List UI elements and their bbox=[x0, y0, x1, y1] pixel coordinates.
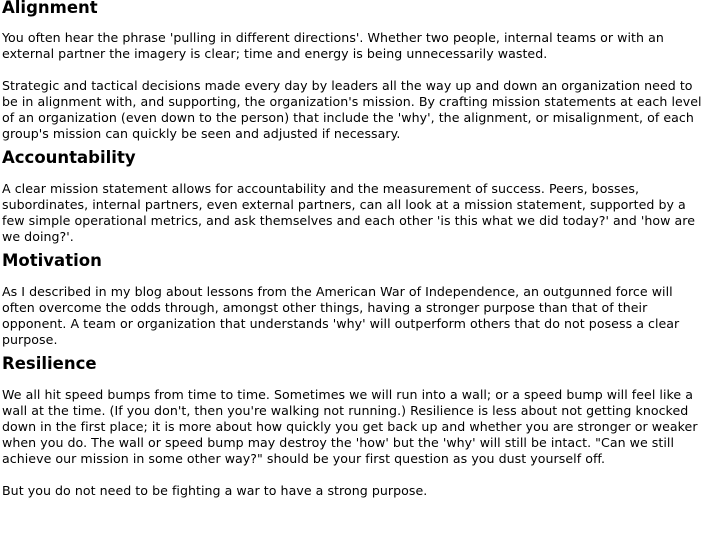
paragraph: You often hear the phrase 'pulling in different directions'. Whether two people, internal teams or with an external partner the imagery is clear; time and energy is being unnecessarily wasted. bbox=[2, 30, 664, 61]
section-heading-motivation: Motivation bbox=[2, 251, 102, 270]
section-motivation bbox=[2, 251, 709, 348]
paragraph: Strategic and tactical decisions made every day by leaders all the way up and down an organization need to be in alignment with, and supporting, the organization's mission. By crafting mission statements at each level of an organization (even down to the person) that include the 'why', the alignment, or misalignment, of each group's mission can quickly be seen and adjusted if necessary. bbox=[2, 78, 702, 141]
section-alignment bbox=[2, 0, 709, 142]
section-heading-resilience: Resilience bbox=[2, 354, 97, 373]
paragraph: As I described in my blog about lessons from the American War of Independence, an outgunned force will often overcome the odds through, amongst other things, having a stronger purpose than that of their opponent. A team or organization that understands 'why' will outperform others that do not posess a clear purpose. bbox=[2, 284, 680, 347]
paragraph: A clear mission statement allows for accountability and the measurement of success. Peers, bosses, subordinates, internal partners, even external partners, can all look at a mission statement, supported by a few simple operational metrics, and ask themselves and each other 'is this what we did today?' and 'how are we doing?'. bbox=[2, 181, 696, 244]
section-heading-accountability: Accountability bbox=[2, 148, 136, 167]
paragraph: We all hit speed bumps from time to time. Sometimes we will run into a wall; or a speed bump will feel like a wall at the time. (If you don't, then you're walking not running.) Resilience is less about not getting knocked down in the first place; it is more about how quickly you get back up and whether you are stronger or weaker when you do. The wall or speed bump may destroy the 'how' but the 'why' will still be intact. "Can we still achieve our mission in some other way?" should be your first question as you dust yourself off. bbox=[2, 387, 698, 466]
section-resilience bbox=[2, 354, 709, 467]
section-accountability bbox=[2, 148, 709, 245]
closing-paragraph: But you do not need to be fighting a war to have a strong purpose. bbox=[2, 483, 428, 498]
section-heading-alignment: Alignment bbox=[2, 0, 98, 17]
